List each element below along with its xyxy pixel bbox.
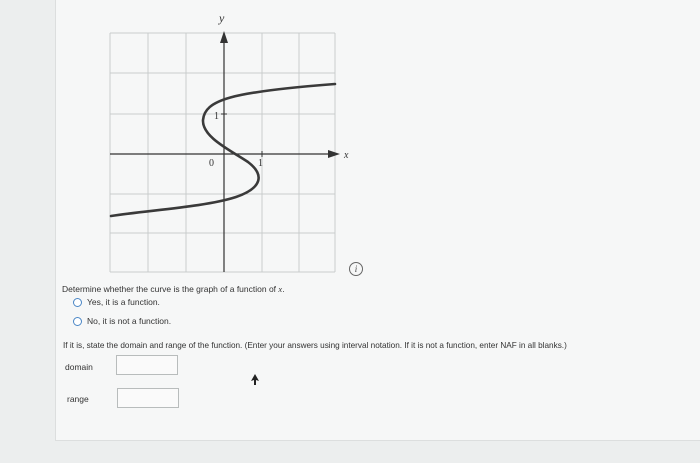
instruction-text: If it is, state the domain and range of the function. (Enter your answers using interval notation. If it is not a function, enter NAF in all blanks.) xyxy=(63,341,567,350)
radio-button-yes[interactable] xyxy=(73,298,82,307)
option-no-label: No, it is not a function. xyxy=(87,316,172,326)
graph-grid xyxy=(110,33,335,272)
function-curve xyxy=(111,84,335,216)
option-yes[interactable] xyxy=(73,297,160,307)
domain-label: domain xyxy=(65,362,93,372)
range-input[interactable] xyxy=(117,388,179,408)
origin-label: 0 xyxy=(209,158,214,169)
question-text xyxy=(62,284,285,294)
question-end: . xyxy=(282,284,285,294)
x-tick-label: 1 xyxy=(258,158,263,169)
option-yes-label: Yes, it is a function. xyxy=(87,297,160,307)
mouse-cursor-icon xyxy=(251,374,261,386)
y-axis-label: y xyxy=(219,11,225,25)
question-variable: x xyxy=(278,284,283,294)
question-prompt: Determine whether the curve is the graph of a function of xyxy=(62,284,277,294)
x-axis-arrow xyxy=(328,150,340,158)
range-label: range xyxy=(67,394,89,404)
domain-input[interactable] xyxy=(116,355,178,375)
option-no[interactable] xyxy=(73,316,171,326)
radio-button-no[interactable] xyxy=(73,317,82,326)
x-axis-label: x xyxy=(344,150,349,161)
info-icon[interactable]: i xyxy=(349,262,363,276)
y-tick-label: 1 xyxy=(214,111,219,122)
